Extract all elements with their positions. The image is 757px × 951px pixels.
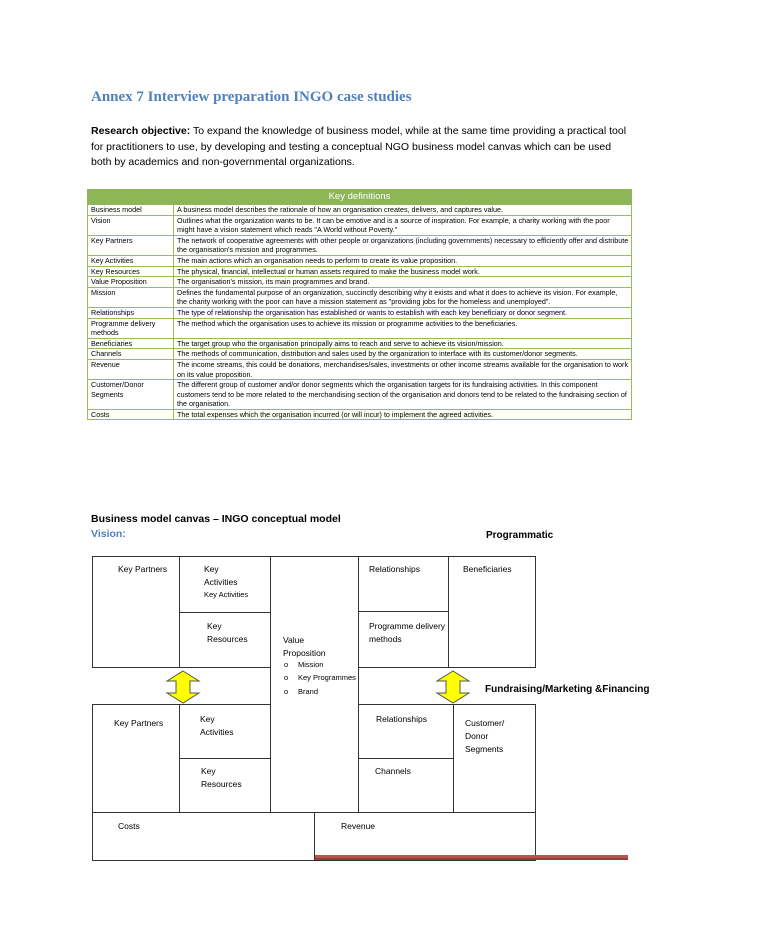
definition-text: Defines the fundamental purpose of an organization, succinctly describing why it exists and what it does to achieve its vision. For example, the charity working with the poor can have a mission statement as "providing jobs for the homeless and unemployed". (174, 287, 632, 307)
key-definitions-header: Key definitions (88, 190, 632, 205)
definition-text: The organisation's mission, its main programmes and brand. (174, 277, 632, 288)
definition-term: Business model (88, 205, 174, 216)
top-key-activities-sublabel: Key Activities (204, 590, 249, 599)
table-row (88, 409, 632, 420)
definition-text: The network of cooperative agreements with other people or organizations (including governments) necessary to efficiently offer and distribute the organisation's mission and programmes. (174, 235, 632, 255)
table-row (88, 266, 632, 277)
table-row (88, 255, 632, 266)
definition-text: The main actions which an organisation needs to perform to create its value proposition. (174, 255, 632, 266)
top-key-activities-label: Key Activities (204, 564, 238, 587)
table-row (88, 318, 632, 338)
research-objective-text: To expand the knowledge of business model, while at the same time providing a practical tool for practitioners to use, by developing and testing a conceptual NGO business model canvas which can be used both by academics and non-governmental organizations. (91, 125, 627, 168)
definition-term: Key Activities (88, 255, 174, 266)
research-objective (91, 124, 631, 171)
definition-text: The target group who the organisation principally aims to reach and serve to achieve its vision/mission. (174, 338, 632, 349)
table-row (88, 307, 632, 318)
definition-term: Mission (88, 287, 174, 307)
value-proposition-label: Value Proposition (283, 635, 326, 658)
definition-term: Value Proposition (88, 277, 174, 288)
definition-term: Revenue (88, 359, 174, 379)
research-objective-label: Research objective: (91, 125, 191, 137)
table-row (88, 205, 632, 216)
definition-text: The methods of communication, distribution and sales used by the organization to interface with its customer/donor segments. (174, 349, 632, 360)
bot-key-activities-label: Key Activities (200, 714, 234, 737)
definition-text: The method which the organisation uses to achieve its mission or programme activities to the beneficiaries. (174, 318, 632, 338)
programmatic-label: Programmatic (486, 530, 554, 541)
bullet-brand: o Brand (284, 687, 319, 696)
table-row (88, 215, 632, 235)
top-relationships-label: Relationships (369, 564, 421, 574)
channels-label: Channels (375, 766, 411, 776)
definition-term: Programme delivery methods (88, 318, 174, 338)
definition-text: The physical, financial, intellectual or human assets required to make the business model work. (174, 266, 632, 277)
table-row (88, 235, 632, 255)
key-definitions-table (87, 189, 632, 420)
double-arrow-left-icon (165, 670, 201, 704)
beneficiaries-label: Beneficiaries (463, 564, 512, 574)
table-row (88, 359, 632, 379)
bot-key-partners-label: Key Partners (114, 718, 164, 728)
definition-term: Costs (88, 409, 174, 420)
customer-donor-label: Customer/ Donor Segments (465, 718, 505, 754)
bullet-mission: o Mission (284, 660, 324, 669)
bullet-key-programmes: o Key Programmes (284, 673, 356, 682)
definition-text: Outlines what the organization wants to be. It can be emotive and is a source of inspiration. For example, a charity working with the poor might have a vision statement which reads "A World without Poverty." (174, 215, 632, 235)
definition-text: The different group of customer and/or donor segments which the organisation targets for its fundraising activities. In this component customers tend to be more related to the merchandising section of the organisation and donors tend to be related to the fundraising section of the organisation. (174, 380, 632, 410)
double-arrow-right-icon (435, 670, 471, 704)
bot-key-resources-label: Key Resources (201, 766, 242, 789)
table-row (88, 277, 632, 288)
bot-relationships-label: Relationships (376, 714, 428, 724)
definition-term: Beneficiaries (88, 338, 174, 349)
definition-text: A business model describes the rationale of how an organisation creates, delivers, and captures value. (174, 205, 632, 216)
definition-term: Key Resources (88, 266, 174, 277)
costs-label: Costs (118, 821, 140, 831)
table-row (88, 287, 632, 307)
revenue-label: Revenue (341, 821, 376, 831)
definition-term: Customer/Donor Segments (88, 380, 174, 410)
canvas-title: Business model canvas – INGO conceptual model (91, 513, 341, 525)
definition-term: Channels (88, 349, 174, 360)
table-row (88, 349, 632, 360)
definition-text: The total expenses which the organisation incurred (or will incur) to implement the agreed activities. (174, 409, 632, 420)
definition-text: The type of relationship the organisation has established or wants to establish with each key beneficiary or donor segment. (174, 307, 632, 318)
page-title: Annex 7 Interview preparation INGO case studies (91, 89, 412, 105)
value-proposition-bullets (284, 658, 374, 698)
top-key-resources-label: Key Resources (207, 621, 248, 644)
definition-text: The income streams, this could be donations, merchandises/sales, investments or other income streams available for the organisation to work on its value proposition. (174, 359, 632, 379)
definition-term: Key Partners (88, 235, 174, 255)
definition-term: Relationships (88, 307, 174, 318)
fundraising-label: Fundraising/Marketing &Financing (485, 684, 650, 695)
table-row (88, 380, 632, 410)
vision-label: Vision: (91, 528, 126, 540)
definition-term: Vision (88, 215, 174, 235)
programme-delivery-label: Programme delivery methods (369, 621, 446, 644)
table-row (88, 338, 632, 349)
red-underline-shadow (315, 858, 628, 860)
top-key-partners-label: Key Partners (118, 564, 168, 574)
